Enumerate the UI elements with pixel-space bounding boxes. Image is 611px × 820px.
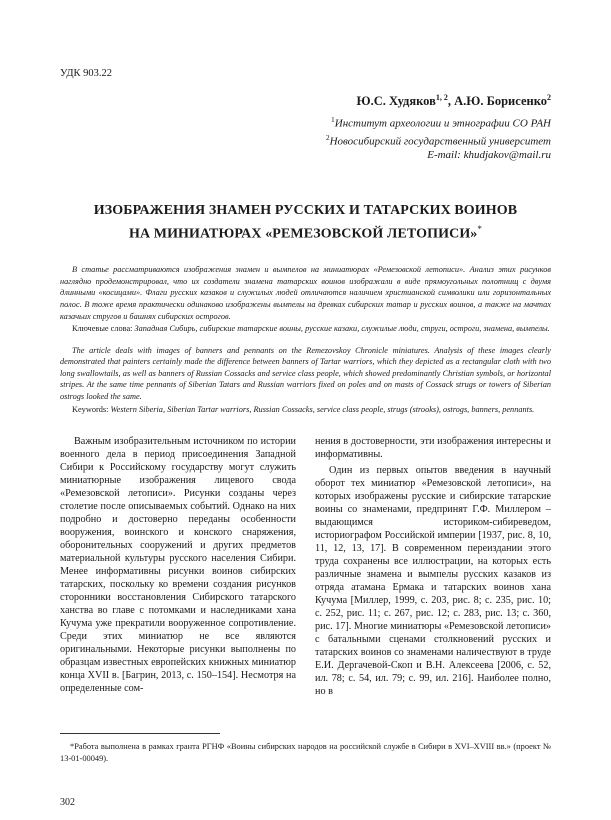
affiliation-1-sup: 1 bbox=[331, 115, 335, 125]
author-separator: , bbox=[447, 94, 455, 109]
author-1: Ю.С. Худяков bbox=[356, 94, 436, 109]
body-paragraph-1-continued: нения в достоверности, эти изображения интересны и информативны. bbox=[315, 436, 551, 461]
keywords-russian-text: Западная Сибирь, сибирские татарские воины, русские казаки, служилые люди, струги, остроги, знамена, вымпелы. bbox=[134, 324, 550, 334]
title-footnote-mark: * bbox=[477, 224, 483, 235]
author-2: А.Ю. Борисенко bbox=[454, 94, 547, 109]
authors bbox=[60, 93, 551, 109]
affiliation-2 bbox=[60, 131, 551, 149]
affiliation-2-sup: 2 bbox=[325, 132, 330, 142]
abstract-russian bbox=[60, 264, 551, 335]
title-line-1: ИЗОБРАЖЕНИЯ ЗНАМЕН РУССКИХ И ТАТАРСКИХ ВОИНОВ bbox=[93, 203, 518, 219]
abstract-russian-text: В статье рассматриваются изображения знамен и вымпелов на миниатюрах «Ремезовской летописи». Анализ этих рисунков наглядно продемонстрировал, что их создатели знамена татарских воинов изображали в виде прямоугольных полотнищ с двумя длинными «косицами». Флаги русских казаков и служилых людей отличаются наличием христианской символики или горизонтальных полос. В тоже время практически одинаково изображены вымпелы на древках сибирских татар и русских воинов, а также на мачтах казачьих стругов и башнях сибирских острогов. bbox=[60, 265, 551, 321]
author-email: E-mail: khudjakov@mail.ru bbox=[427, 149, 551, 162]
keywords-russian-label: Ключевые слова: bbox=[72, 324, 135, 334]
keywords-english-label: Keywords: bbox=[72, 404, 111, 414]
footnote: *Работа выполнена в рамках гранта РГНФ «Воины сибирских народов на российской службе в Сибири в XVI–XVIII вв.» (проект № 13-01-00049). bbox=[60, 742, 551, 763]
keywords-english bbox=[60, 404, 551, 416]
title-line-2 bbox=[60, 220, 551, 244]
title-line-2-text: НА МИНИАТЮРАХ «РЕМЕЗОВСКОЙ ЛЕТОПИСИ» bbox=[128, 227, 478, 243]
keywords-russian bbox=[60, 323, 551, 335]
affiliation-1-text: Институт археологии и этнографии СО РАН bbox=[334, 117, 551, 130]
author-1-affil-sup: 1, 2 bbox=[435, 93, 448, 102]
footnote-divider bbox=[60, 733, 220, 734]
affiliation-1 bbox=[60, 113, 551, 131]
abstract-english-text: The article deals with images of banners and pennants on the Remezovskoy Chronicle miniatures. Analysis of these images clearly demonstrated that painters certainly made the difference between banners of Tartar warriors, which they depicted as a rectangular cloth with two long swallowtails, as well as banners of Russian Cossacks and service class people, which showed predominantly Christian symbols, or horizontal stripes. At the same time pennants of Siberian Tatars and Russian warriors fixed on poles and on masts of Cossack strugs or towers of Siberian ostrogs looked the same. bbox=[60, 345, 551, 402]
affiliations bbox=[60, 113, 551, 162]
body-columns bbox=[60, 435, 551, 698]
page-number: 302 bbox=[60, 797, 75, 808]
body-paragraph-1: Важным изобразительным источником по истории военного дела в период присоединения Западной Сибири к Российскому государству могут служить миниатюрные изображения лицевого свода «Ремезовской летописи». Рисунки созданы через столетие после описываемых событий. Однако на них подробно и достоверно переданы особенности вооружения, воинского и конского снаряжения, оборонительных сооружений и других предметов материальной культуры русского населения Сибири. Менее информативны рисунки воинов сибирских татарских, поскольку ко времени создания рисунков сторонники восстановления Сибирского татарского ханства во главе с потомками и наследниками хана Кучума уже прекратили вооруженное сопротивление. Среди этих миниатюр не все являются оригинальными. Некоторые рисунки выполнены по образцам известных европейских книжных миниатюр конца XVII в. [Багрин, 2013, с. 150–154]. Несмотря на определенные сом- bbox=[60, 436, 296, 695]
keywords-english-text: Western Siberia, Siberian Tartar warriors, Russian Cossacks, service class people, strugs (strooks), ostrogs, banners, pennants. bbox=[110, 404, 535, 414]
article-title bbox=[60, 202, 551, 244]
body-paragraph-2: Один из первых опытов введения в научный оборот тех миниатюр «Ремезовской летописи», на которых изображены русские и сибирские татарские воины со знаменами, предпринят Г.Ф. Миллером – выдающимся историком-сибиреведом, историографом Российской империи [1937, рис. 8, 10, 11, 12, 13, 17]. В современном переиздании этого труда сохранены все иллюстрации, на которых есть различные знамена и вымпелы русских казаков из отряда атамана Ермака и татарских воинов хана Кучума [Миллер, 1999, с. 203, рис. 8; с. 235, рис. 10; с. 252, рис. 11; с. 267, рис. 12; с. 283, рис. 13; с. 360, рис. 17]. Многие миниатюры «Ремезовской летописи» с батальными сценами столкновений русских и татарских воинов со знаменами наличествуют в труде Е.И. Дергачевой-Скоп и В.Н. Алексеева [2006, с. 52, ил. 78; с. 54, ил. 79; с. 99, ил. 216]. Наиболее полно, но в bbox=[315, 465, 551, 698]
right-column bbox=[315, 435, 551, 698]
udk-code: УДК 903.22 bbox=[60, 68, 113, 79]
affiliation-2-text: Новосибирский государственный университет bbox=[329, 135, 551, 148]
abstract-english bbox=[60, 345, 551, 416]
left-column bbox=[60, 435, 296, 698]
author-2-affil-sup: 2 bbox=[547, 93, 551, 102]
